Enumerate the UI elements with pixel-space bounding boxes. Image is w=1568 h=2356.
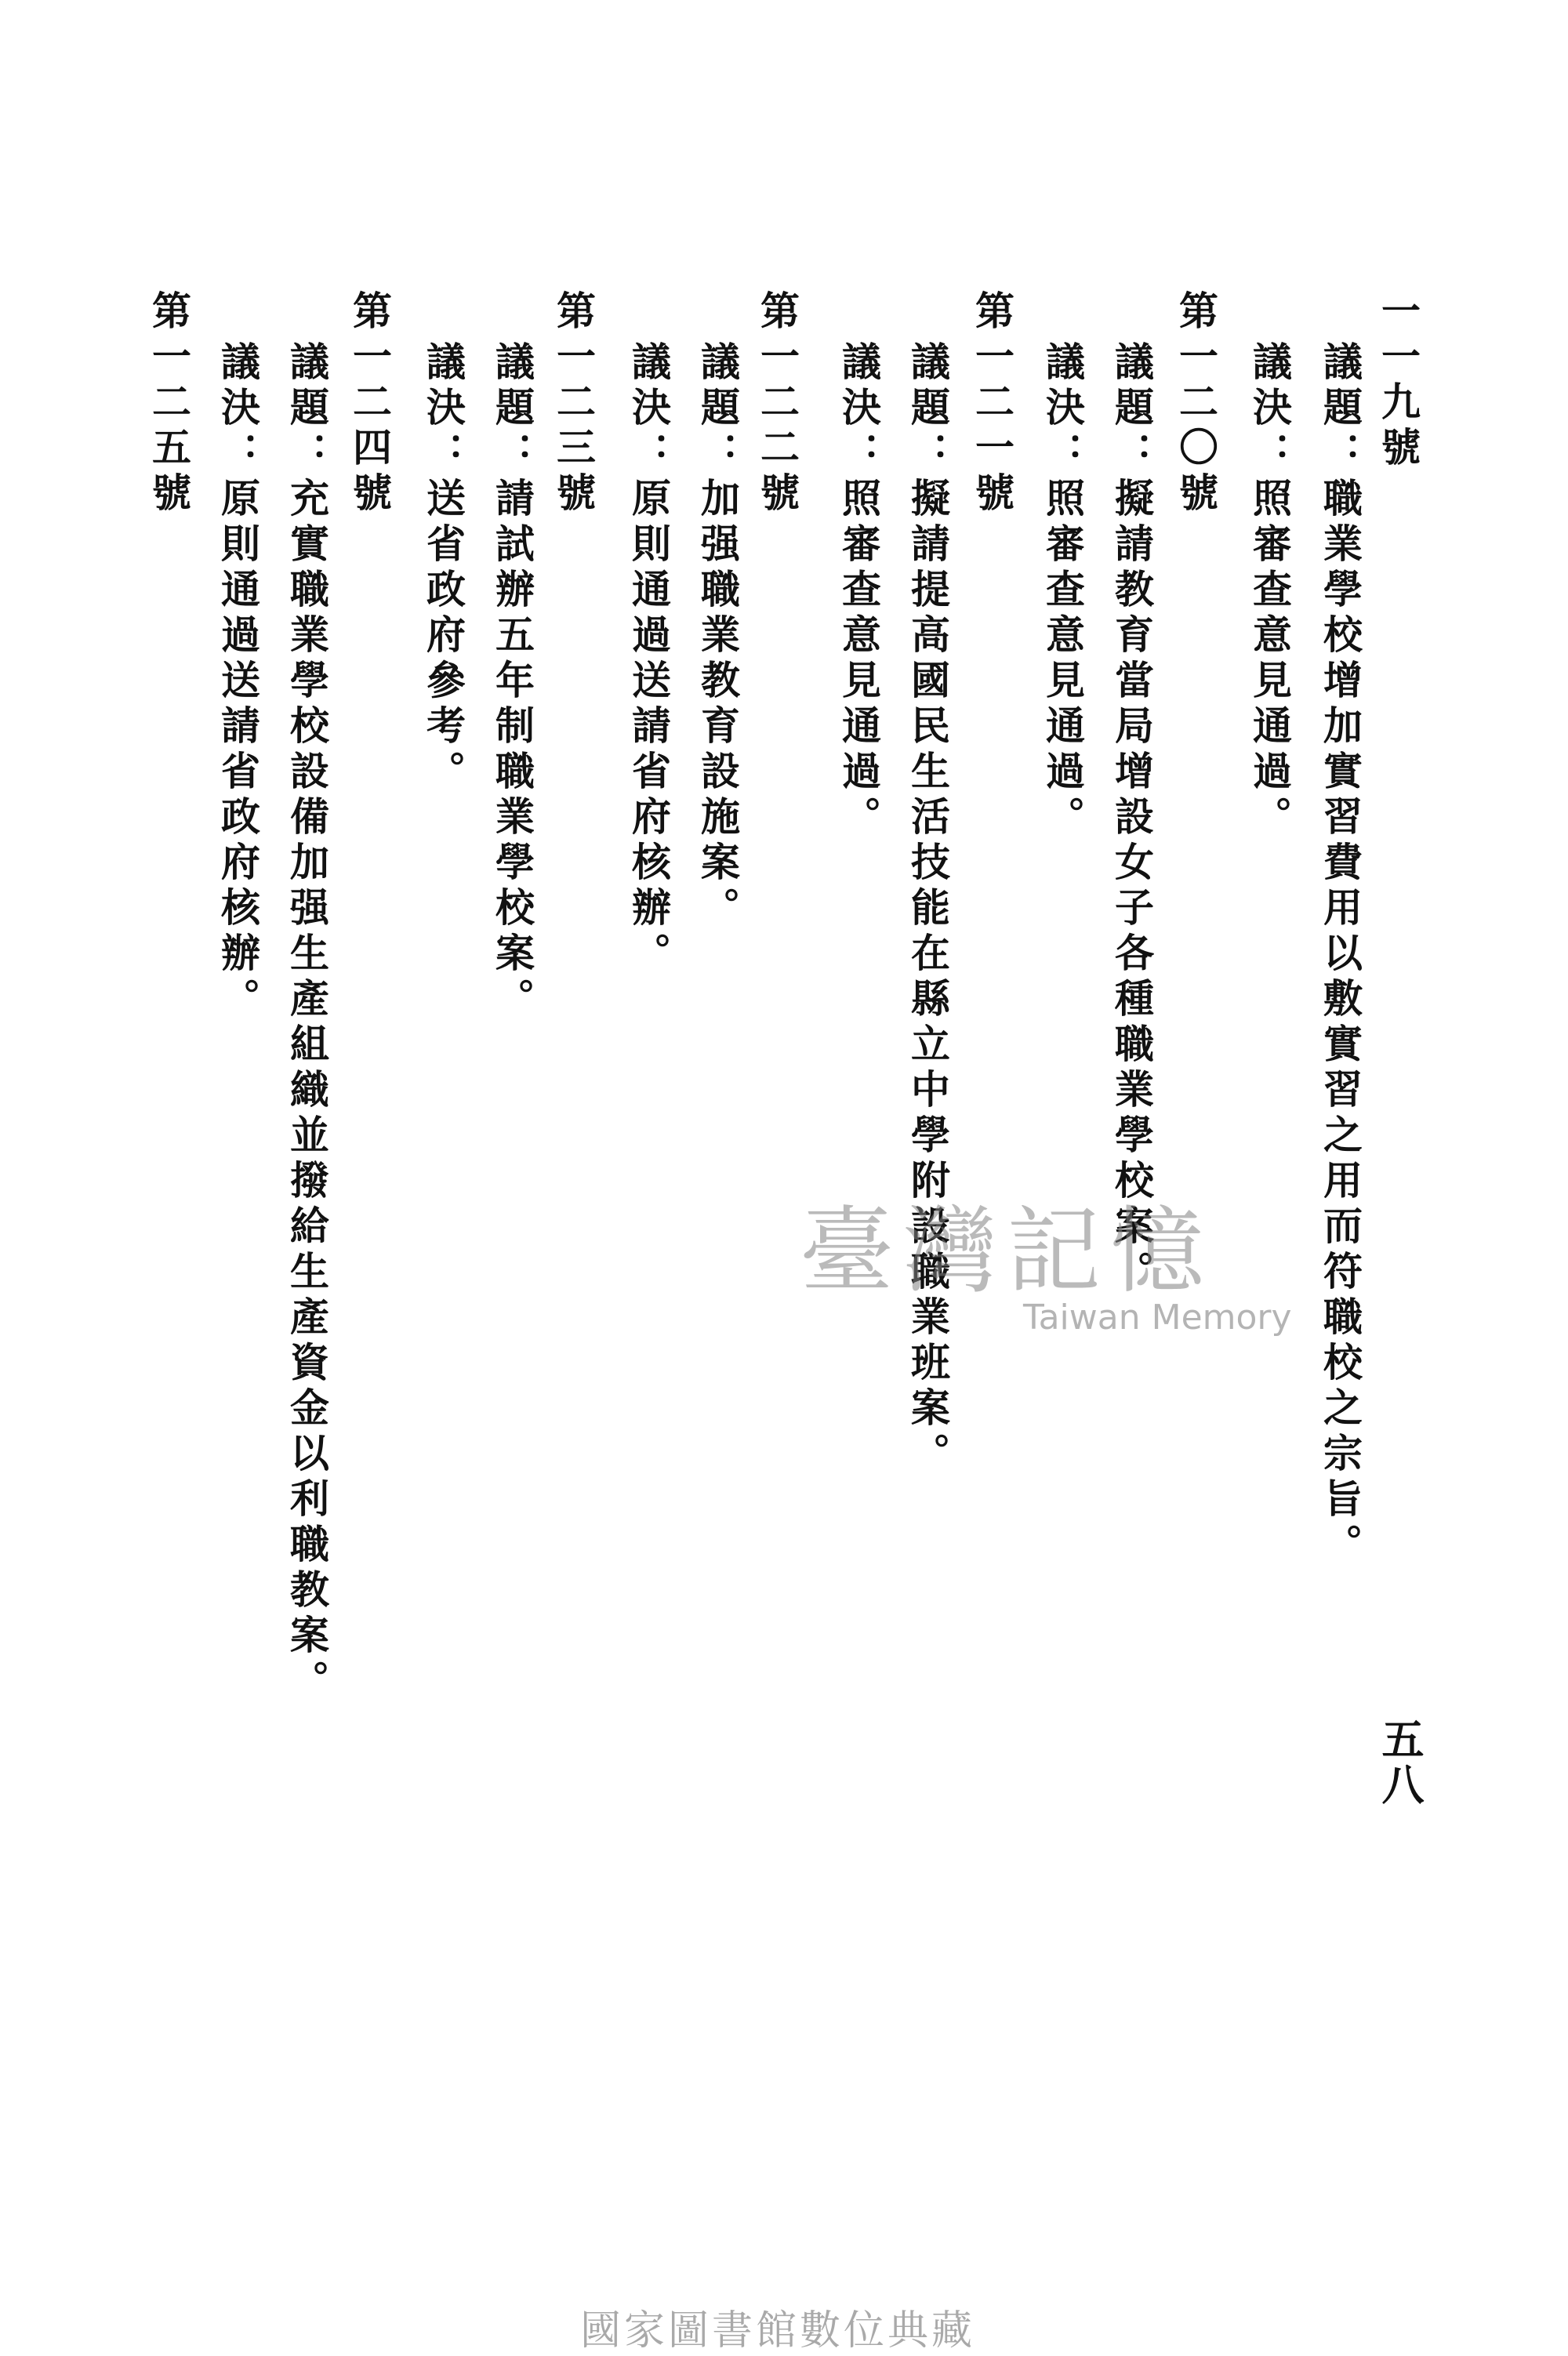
resolution-decision: 議決：照審查意見通過。 xyxy=(836,341,882,841)
resolution-topic: 議題：加强職業教育設施案。 xyxy=(695,341,741,932)
resolution-decision: 議決：照審查意見通過。 xyxy=(1040,341,1086,841)
resolution-heading: 一一九號 xyxy=(1375,290,1421,472)
resolution-heading: 第一二二號 xyxy=(754,290,800,517)
watermark-logo-english: Taiwan Memory xyxy=(1023,1298,1292,1338)
resolution-decision: 議決：原則通過送請省政府核辦。 xyxy=(215,341,261,1023)
footer-credit: 國家圖書館數位典藏 xyxy=(580,2307,976,2354)
resolution-topic: 議題：擬請提高國民生活技能在縣立中學附設職業班案。 xyxy=(905,341,951,1478)
resolution-decision: 議決：原則通過送請省府核辦。 xyxy=(626,341,672,978)
resolution-topic: 議題：充實職業學校設備加强生產組織並撥給生產資金以利職教案。 xyxy=(284,341,330,1705)
resolution-heading: 第一二三號 xyxy=(550,290,597,517)
resolution-topic: 議題：擬請教育當局增設女子各種職業學校案。 xyxy=(1109,341,1155,1296)
resolution-heading: 第一二〇號 xyxy=(1173,290,1219,517)
page-number: 五八 xyxy=(1375,1717,1425,1808)
resolution-heading: 第一二五號 xyxy=(146,290,192,517)
resolution-topic: 議題：請試辦五年制職業學校案。 xyxy=(489,341,535,1023)
resolution-heading: 第一二四號 xyxy=(347,290,393,517)
watermark-logo-chinese: 臺灣記憶 xyxy=(800,1197,1214,1306)
resolution-decision: 議決：照審查意見通過。 xyxy=(1247,341,1293,841)
resolution-decision: 議決：送省政府參考。 xyxy=(420,341,466,796)
resolution-topic: 議題：職業學校增加實習費用以敷實習之用而符職校之宗旨。 xyxy=(1317,341,1363,1569)
resolution-heading: 第一二一號 xyxy=(969,290,1015,517)
